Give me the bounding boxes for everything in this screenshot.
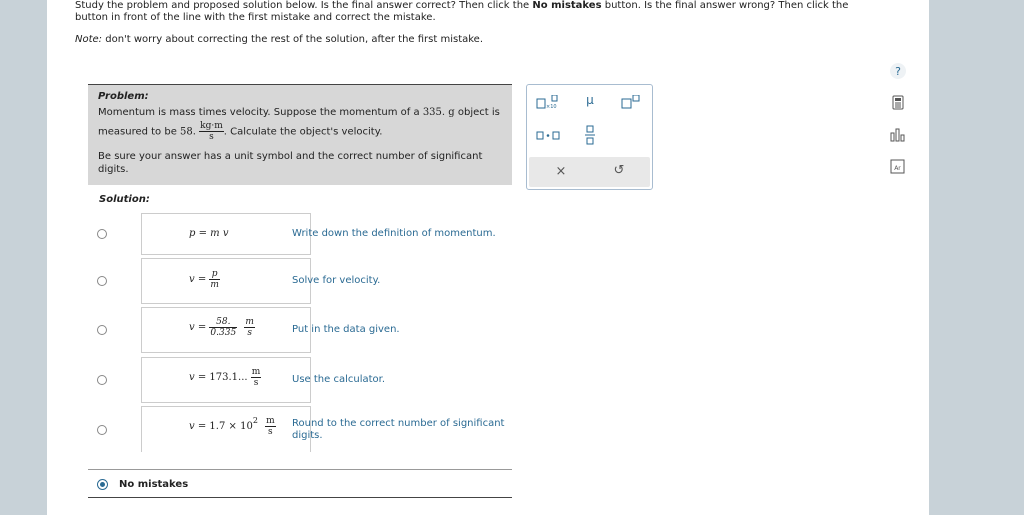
unit-denominator: s — [209, 132, 214, 142]
instructions-bold: No mistakes — [532, 0, 602, 11]
data-chart-button[interactable] — [889, 126, 907, 144]
fraction-button[interactable] — [583, 125, 597, 148]
problem-line-2 — [98, 121, 502, 142]
problem-line-3: Be sure your answer has a unit symbol and the correct number of significant digits. — [98, 151, 483, 175]
step-4-explanation: Use the calculator. — [292, 374, 386, 385]
fraction-denominator: 0.335 — [210, 328, 237, 338]
step-3-equation: v = $\frac{58.}{0.335}$ $\frac{m}{s}$ — [141, 307, 311, 353]
unit-denominator: s — [247, 328, 252, 338]
step-2-fraction — [209, 269, 220, 290]
step-1-equation: p = m v — [141, 213, 311, 255]
unit-denominator: s — [268, 427, 273, 437]
step-4-equation: v = 173.1... $\frac{m}{s}$ — [141, 357, 311, 403]
toolbox-actions — [529, 157, 650, 187]
eq-lhs: v — [189, 421, 195, 432]
unit-numerator: m — [245, 317, 254, 327]
unit-numerator: kg·m — [200, 121, 223, 131]
momentum-unit — [199, 121, 224, 142]
unit-denominator: s — [253, 378, 259, 388]
eq-lhs: p — [189, 228, 196, 239]
step-3-fraction — [209, 317, 237, 338]
problem-text: Momentum is mass times velocity. Suppose the momentum of a — [98, 107, 423, 118]
solution-step-2 — [88, 258, 512, 304]
undo-button[interactable]: ↺ — [613, 163, 625, 178]
step-5-radio[interactable] — [97, 425, 107, 435]
mass-unit: g — [448, 107, 455, 118]
step-3-radio[interactable] — [97, 325, 107, 335]
note-label: Note: — [75, 34, 103, 45]
fraction-numerator: 58. — [209, 317, 237, 328]
step-1-explanation: Write down the definition of momentum. — [292, 228, 496, 239]
eq-lhs: v — [189, 322, 195, 333]
calculator-icon — [889, 94, 907, 112]
help-icon — [889, 62, 907, 80]
unit-numerator: m — [266, 416, 275, 426]
svg-text:Ar: Ar — [894, 165, 901, 172]
eq-lhs: v — [189, 274, 195, 285]
svg-text:×10: ×10 — [546, 104, 557, 109]
problem-text: . Calculate the object's velocity. — [223, 126, 383, 138]
solution-step-5 — [88, 406, 512, 452]
power-template-icon — [620, 95, 642, 109]
no-mistakes-radio[interactable] — [97, 479, 108, 490]
note-text: don't worry about correcting the rest of the solution, after the first mistake. — [102, 34, 484, 45]
clear-button[interactable]: × — [555, 164, 567, 179]
step-2-radio[interactable] — [97, 276, 107, 286]
no-mistakes-row[interactable] — [88, 469, 512, 498]
dot-product-icon — [535, 129, 561, 141]
mu-button[interactable]: μ — [586, 93, 594, 107]
power-button[interactable] — [619, 95, 643, 112]
step-2-equation: v = $\frac{p}{m}$ — [141, 258, 311, 304]
step-5-unit — [265, 416, 276, 437]
fraction-denominator: m — [210, 280, 219, 290]
step-2-explanation: Solve for velocity. — [292, 275, 381, 286]
step-5-explanation: Round to the correct number of significant digits. — [292, 418, 505, 441]
problem-label: Problem: — [98, 91, 149, 102]
subscript-superscript-button[interactable] — [535, 95, 561, 112]
eq-rhs: m v — [210, 228, 229, 239]
content-panel — [47, 0, 929, 515]
instructions — [75, 0, 855, 24]
step-5-equation: $v = 1.7 \times 10^2$ $\frac{m}{s}$ — [141, 406, 311, 452]
exponent: 2 — [252, 416, 258, 425]
periodic-table-icon — [889, 158, 907, 176]
unit-numerator: m — [251, 367, 261, 377]
help-button[interactable] — [889, 62, 907, 80]
fraction-numerator: p — [209, 269, 220, 280]
fraction-template-icon — [584, 125, 596, 145]
math-toolbox — [526, 84, 653, 190]
problem-line-1 — [98, 106, 502, 119]
mantissa: 1.7 — [209, 421, 226, 432]
step-4-unit — [251, 367, 262, 388]
solution-step-4 — [88, 357, 512, 403]
times-sign: × — [228, 421, 237, 432]
momentum-value: 58. — [180, 126, 196, 138]
problem-text: measured to be — [98, 126, 181, 138]
base: 10 — [240, 421, 253, 432]
instructions-text-1: Study the problem and proposed solution below. Is the final answer correct? Then click the — [75, 0, 533, 11]
superscript-template-icon — [536, 95, 560, 109]
no-mistakes-label[interactable]: No mistakes — [119, 479, 189, 490]
chart-icon — [889, 126, 907, 144]
problem-text: object is — [454, 107, 500, 118]
calculator-button[interactable] — [889, 94, 907, 112]
svg-text:?: ? — [895, 65, 901, 78]
multiply-dot-button[interactable] — [535, 129, 561, 144]
problem-box — [88, 84, 512, 185]
step-4-radio[interactable] — [97, 375, 107, 385]
eq-lhs: v — [189, 372, 195, 383]
solution-label: Solution: — [99, 194, 150, 205]
computed-value: 173.1... — [209, 372, 248, 383]
instructions-text-2: button. Is the final answer wrong? Then click the button in front of the line with the first mistake and correct the mistake. — [75, 0, 849, 23]
step-3-explanation: Put in the data given. — [292, 324, 400, 335]
solution-step-1 — [88, 213, 512, 255]
note — [75, 34, 483, 45]
step-1-radio[interactable] — [97, 229, 107, 239]
periodic-table-button[interactable] — [889, 158, 907, 176]
mass-value: 335. — [422, 107, 446, 118]
solution-step-3 — [88, 307, 512, 353]
step-3-unit — [244, 317, 255, 338]
